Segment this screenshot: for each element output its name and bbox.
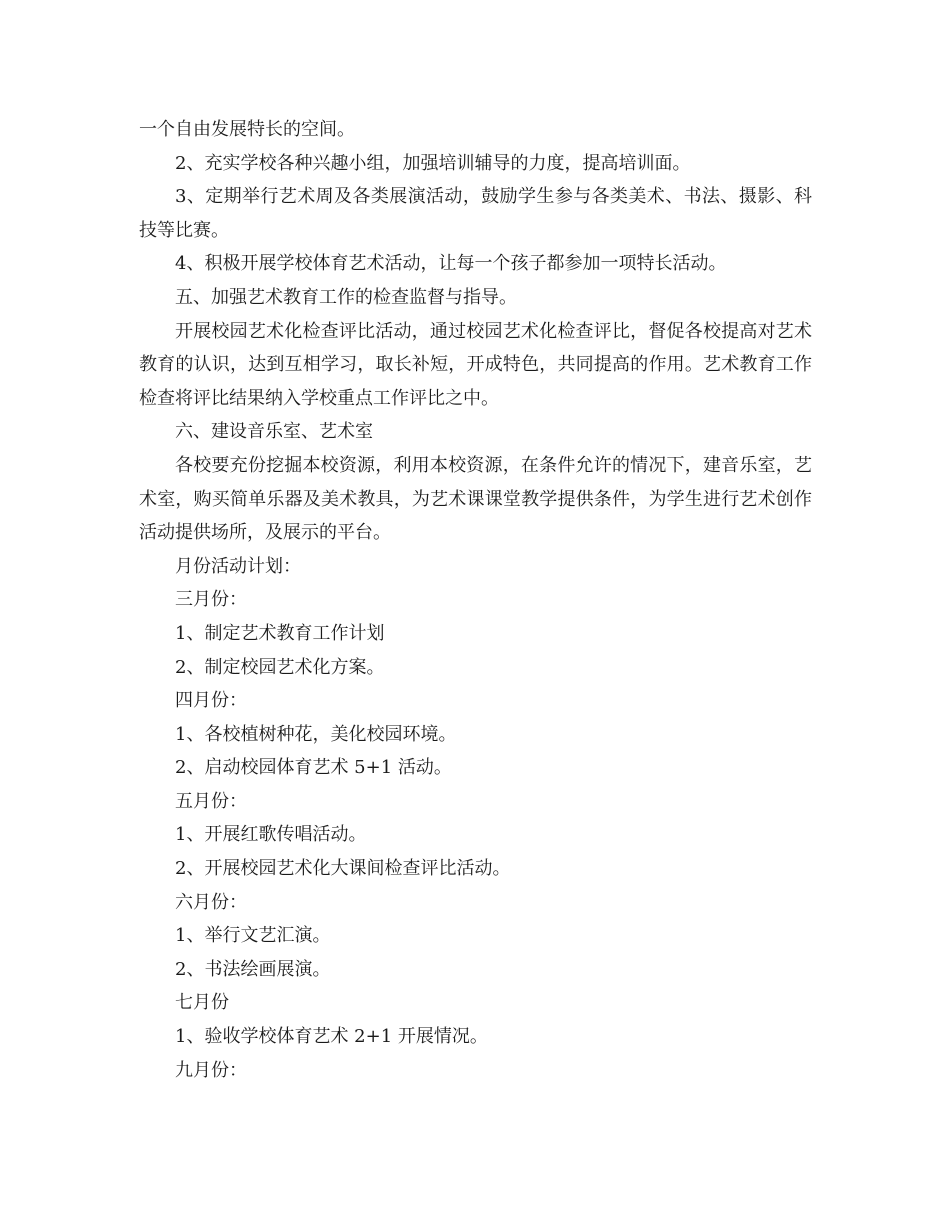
paragraph-8: 各校要充份挖掘本校资源，利用本校资源，在条件允许的情况下，建音乐室，艺术室，购买简单乐器及美术教具，为艺术课课堂教学提供条件，为学生进行艺术创作活动提供场所，及展示的平台。 xyxy=(139,454,812,544)
list-item: 1、验收学校体育艺术 2+1 开展情况。 xyxy=(175,1026,488,1048)
list-item: 2、制定校园艺术化方案。 xyxy=(175,656,385,678)
paragraph-6: 开展校园艺术化检查评比活动，通过校园艺术化检查评比，督促各校提高对艺术教育的认识，达到互相学习，取长补短，开成特色，共同提高的作用。艺术教育工作检查将评比结果纳入学校重点工作评比之中。 xyxy=(139,320,812,409)
month-september: 九月份： xyxy=(175,1059,247,1081)
list-item: 2、书法绘画展演。 xyxy=(175,958,331,980)
section-heading-5: 五、加强艺术教育工作的检查监督与指导。 xyxy=(175,286,517,308)
list-item: 2、开展校园艺术化大课间检查评比活动。 xyxy=(175,858,511,880)
paragraph-3: 3、定期举行艺术周及各类展演活动，鼓励学生参与各类美术、书法、摄影、科技等比赛。 xyxy=(139,186,812,241)
paragraph-4: 4、积极开展学校体育艺术活动，让每一个孩子都参加一项特长活动。 xyxy=(175,253,727,275)
list-item: 1、开展红歌传唱活动。 xyxy=(175,824,367,846)
list-item: 1、各校植树种花，美化校园环境。 xyxy=(175,723,457,745)
list-item: 2、启动校园体育艺术 5+1 活动。 xyxy=(175,757,452,779)
month-april: 四月份： xyxy=(175,690,247,712)
month-march: 三月份： xyxy=(175,589,247,611)
month-may: 五月份： xyxy=(175,790,247,812)
list-item: 1、制定艺术教育工作计划 xyxy=(175,622,385,644)
month-july: 七月份 xyxy=(175,992,229,1014)
document-body xyxy=(139,113,812,1087)
paragraph-2: 2、充实学校各种兴趣小组，加强培训辅导的力度，提高培训面。 xyxy=(175,152,691,174)
plan-heading: 月份活动计划： xyxy=(175,555,301,577)
month-june: 六月份： xyxy=(175,891,247,913)
paragraph-1: 一个自由发展特长的空间。 xyxy=(139,119,355,140)
list-item: 1、举行文艺汇演。 xyxy=(175,925,331,947)
section-heading-6: 六、建设音乐室、艺术室 xyxy=(175,421,373,443)
